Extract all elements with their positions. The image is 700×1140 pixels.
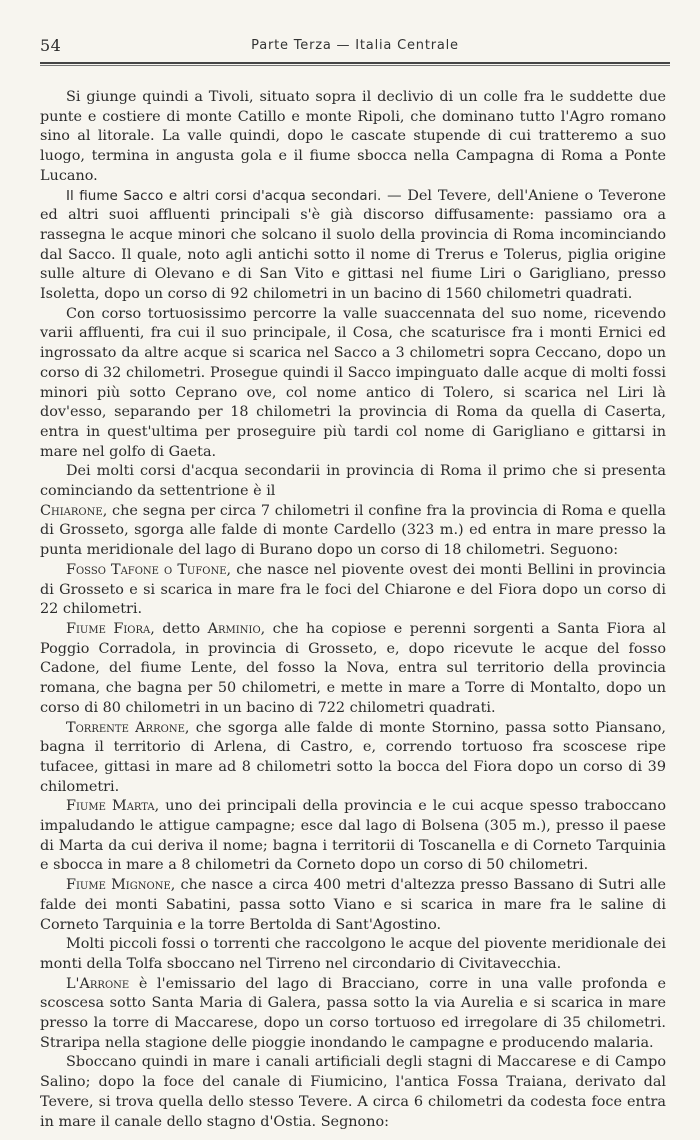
river-description: , uno dei principali della provincia e le cui acque spesso traboccano impaludando le attigue campagne; esce dal lago di Bolsena (305 m.), presso il paese di Marta da cui deriva il nome; bagna i territorii di Toscanella e di Corneto Tarquinia e sbocca in mare a 8 chilometri da Corneto dopo un corso di 50 chilometri. [40,798,666,874]
river-description: , che nasce nel piovente ovest dei monti Bellini in provincia di Grosseto e si scarica in mare fra le foci del Chiarone e del Fiora dopo un corso di 22 chilometri. [40,561,666,618]
paragraph-sacco-text: — Del Tevere, dell'Aniene o Teverone ed altri suoi affluenti principali s'è già discorso diffusamente: passiamo ora a rassegna le acque minori che solcano il suolo della provincia di Roma incominciando dal Sacco. Il quale, noto agli antichi sotto il nome di Trerus e Tolerus, piglia origine sulle alture di Olevano e di San Vito e gittasi nel fiume Liri o Garigliano, presso Isoletta, dopo un corso di 92 chilometri in un bacino di 1560 chilometri quadrati. [40,187,667,303]
river-name: Fiume Fiora [66,620,151,637]
paragraph-secondary-intro: Dei molti corsi d'acqua secondarii in provincia di Roma il primo che si presenta cominciando da settentrione è il [40,463,666,500]
page-number: 54 [40,36,62,55]
river-connector: , detto [150,620,208,637]
river-name: Fosso Tafone o Tufone [66,561,227,578]
river-description: , che ha copiose e perenni sorgenti a Santa Fiora al Poggio Corradola, in provincia di Grosseto, e, dopo ricevute le acque del fosso Cadone, del fiume Lente, del fosso la Nova, entra sul territorio della provincia romana, che bagna per 50 chilometri, e mette in mare a Torre di Montalto, dopo un corso di 80 chilometri in un bacino di 722 chilometri quadrati. [40,620,666,716]
river-name: Fiume Marta [66,798,155,815]
river-name: Fiume Mignone [66,877,171,894]
paragraph-arrone [40,719,666,798]
paragraph-tafone [40,561,666,620]
river-description: , che sgorga alle falde di monte Stornino, passa sotto Piansano, bagna il territorio di Arlena, di Castro, e, correndo tortuoso fra scoscese ripe tufacee, gittasi in mare ad 8 chilometri sotto la bocca del Fiora dopo un corso di 39 chilometri. [40,719,666,795]
paragraph-arrone-bracciano [40,975,666,1054]
river-description: , che nasce a circa 400 metri d'altezza presso Bassano di Sutri alle falde dei monti Sabatini, passa sotto Viano e si scarica in mare fra le saline di Corneto Tarquinia e la torre Bertolda di Sant'Agostino. [40,877,666,933]
paragraph-sacco-course: Con corso tortuosissimo percorre la valle suaccennata del suo nome, ricevendo varii affluenti, fra cui il suo principale, il Cosa, che scaturisce fra i monti Ernici ed ingrossato da altre acque si scarica nel Sacco a 3 chilometri sopra Ceccano, dopo un corso di 32 chilometri. Prosegue quindi il Sacco impinguato dalle acque di molti fossi minori più sotto Ceprano ove, col nome antico di Tolero, si scarica nel Liri là dov'esso, separando per 18 chilometri la provincia di Roma da quella di Caserta, entra in quest'ultima per proseguire più tardi col nome di Garigliano e gittarsi in mare nel golfo di Gaeta. [40,305,666,460]
running-head: Parte Terza — Italia Centrale [251,38,459,53]
river-name: Chiarone [40,502,103,519]
river-description: , che segna per circa 7 chilometri il confine fra la provincia di Roma e quella di Grosseto, sgorga alle falde di monte Cardello (323 m.) ed entra in mare presso la punta meridionale del lago di Burano dopo un corso di 18 chilometri. Seguono: [40,502,666,559]
paragraph-canali: Sboccano quindi in mare i canali artificiali degli stagni di Maccarese e di Campo Salino; dopo la foce del canale di Fiumicino, l'antica Fossa Traiana, derivato dal Tevere, si trova quella dello stesso Tevere. A circa 6 chilometri da codesta foce entra in mare il canale dello stagno d'Ostia. Segnono: [40,1054,666,1130]
paragraph-sacco-intro [40,187,666,305]
river-name: L'Arrone [66,975,130,992]
header-rule [40,62,670,66]
river-name: Torrente Arrone [66,719,185,736]
section-heading: Il fiume Sacco e altri corsi d'acqua secondari. [66,187,382,204]
paragraph-marta [40,797,666,876]
body-text [40,88,666,1132]
paragraph-tolfa: Molti piccoli fossi o torrenti che raccolgono le acque del piovente meridionale dei monti della Tolfa sboccano nel Tirreno nel circondario di Civitavecchia. [40,936,666,972]
paragraph-tivoli: Si giunge quindi a Tivoli, situato sopra il declivio di un colle fra le suddette due punte e costiere di monte Catillo e monte Ripoli, che dominano tutto l'Agro romano sino al litorale. La valle quindi, dopo le cascate stupende di cui tratteremo a suo luogo, termina in angusta gola e il fiume sbocca nella Campagna di Roma a Ponte Lucano. [40,89,666,184]
river-description: è l'emissario del lago di Bracciano, corre in una valle profonda e scoscesa sotto Santa Maria di Galera, passa sotto la via Aurelia e si scarica in mare presso la torre di Maccarese, dopo un corso tortuoso ed irregolare di 35 chilometri. Straripa nella stagione delle pioggie inondando le campagne e producendo malaria. [40,975,666,1051]
river-alt-name: Arminio [207,620,261,637]
paragraph-fiora [40,620,666,719]
paragraph-mignone [40,876,666,935]
paragraph-chiarone [40,502,666,561]
